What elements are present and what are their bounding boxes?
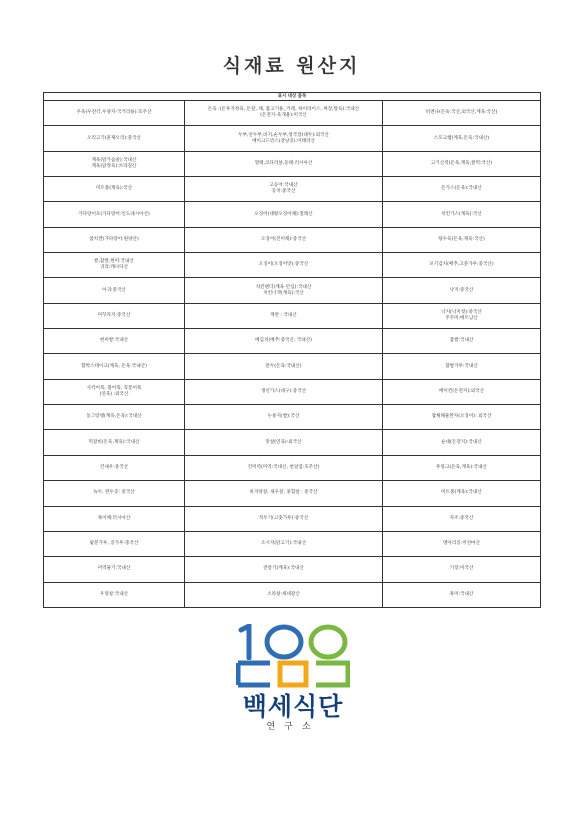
cell-line: 흑미:국내산 [449,591,474,597]
table-cell [185,329,383,354]
table-cell [185,531,383,556]
table-row [44,557,541,582]
cell-line: 베이컨(돈전지):외국산 [438,388,485,394]
table-cell [383,379,541,404]
table-cell [185,151,383,176]
cell-line: 찹쌀:국내산 [449,338,474,344]
table-row [44,582,541,607]
cell-line: 오징어(대왕오징어채):칠레산 [254,211,313,217]
table-cell [44,202,185,227]
table-cell [383,151,541,176]
table-cell [383,455,541,480]
cell-line: 병아리콩:미얀마산 [442,541,481,547]
cell-line: 잡채해물완자(오징어): 외국산 [431,414,492,420]
logo-number-mark [236,624,350,660]
cell-line: 떡갈비(돈육,계육):국내산 [88,439,140,445]
table-cell [44,227,185,252]
cell-line: 찹쌀가루:국내산 [445,363,478,369]
table-row [44,202,541,227]
cell-line: 낙지(낙지젓):중국산 [441,309,482,315]
cell-line: 계란 : 국내산 [270,312,297,318]
cell-line: 오징어(진미채):중국산 [260,236,307,242]
table-header: 표시 대상 품목 [44,93,541,101]
table-cell [383,253,541,278]
cell-line: 비엔나(돈육:국산,외국산,계육:국산) [425,110,498,116]
cell-line: 녹두, 완두콩: 중국산 [93,490,135,496]
table-cell [383,582,541,607]
table-row [44,177,541,202]
cell-line: 동그랑땡(계육,돈육):국내산 [86,414,142,420]
cell-line: 계육(닭가슴살):국내산 [91,157,137,163]
table-cell [383,481,541,506]
table-row [44,227,541,252]
table-row [44,430,541,455]
cell-line: 건새우:중국산 [99,464,129,470]
table-cell [44,177,185,202]
cell-line: 맛살(연육):외국산 [265,439,302,445]
table-row [44,126,541,151]
cell-line: 아귀:중국산 [102,287,126,293]
table-cell [44,557,185,582]
cell-line: 가다랑어포(가다랑어:인도네시아산) [78,211,150,217]
cell-line: 우렁살:국내산 [99,591,129,597]
cell-line: 고등어:국내산 [269,183,298,189]
cell-line: 포기김치(배추,고춧가루:중국산) [429,262,494,268]
cell-line: 바지락살, 새우살, 홍합살 : 중국산 [249,490,318,496]
table-cell [185,455,383,480]
logo [223,624,363,742]
table-cell [185,126,383,151]
table-row [44,329,541,354]
table-cell [383,126,541,151]
table-cell [185,582,383,607]
cell-line: 낙지:중국산 [449,287,474,293]
table-row [44,278,541,303]
table-cell [383,506,541,531]
cell-line: 탕수육(돈육,계육:국산) [438,236,485,242]
cell-line: 스모크햄(계육,돈육:국내산) [433,135,490,141]
table-cell [44,531,185,556]
cell-line: 주꾸미:베트남산 [445,315,478,321]
cell-line: 고기산적(돈육,계육,쌀떡:국산) [430,160,493,166]
cell-line: 치킨가스(계육):국산 [441,211,482,217]
table-cell [185,354,383,379]
cell-line: 후랑크(돈육,계육):국내산 [436,464,487,470]
cell-line: (돈전지-육개용):미국산 [260,113,307,119]
table-cell [44,303,185,328]
table-cell [185,278,383,303]
cell-line: 오징어(오징어맛):중국산 [258,262,309,268]
table-cell [383,278,541,303]
cell-line: 전통기(계육):국내산 [263,566,304,572]
table-header-row [44,93,541,101]
cell-line: 현미쌀:국내산 [99,338,129,344]
table-cell [185,177,383,202]
table-row [44,379,541,404]
cell-line: 두부,연두부,비지,순두부,청국장(대두):외국산 [238,132,329,138]
cell-line: 자조:중국산 [449,515,474,521]
cell-line: 귀리:캐나다산 [99,265,129,271]
table-cell [44,405,185,430]
table-cell [383,177,541,202]
table-cell [44,278,185,303]
cell-line: 팥분가루, 콩가루:중국산 [89,541,139,547]
cell-line: 적두기(고춧가루):중국산 [258,515,309,521]
table-row [44,101,541,126]
cell-line: 목이채:러시아산 [97,515,131,521]
origin-table [43,92,541,608]
cell-line: 쌀,찹쌀,현미:국내산 [94,259,134,265]
table-cell [383,531,541,556]
table-cell [185,557,383,582]
table-cell [185,405,383,430]
cell-line: 꽁치:중국산 [271,189,296,195]
table-cell [185,227,383,252]
table-cell [383,329,541,354]
cell-line: 기장:미국산 [449,566,474,572]
table-row [44,253,541,278]
table-cell [383,303,541,328]
table-row [44,151,541,176]
table-cell [44,329,185,354]
cell-line: 오리고기(훈제오리):중국산 [87,135,141,141]
table-row [44,481,541,506]
table-cell [44,582,185,607]
table-cell [383,101,541,126]
cell-line: 배김치(배추:중국산, 국내산) [255,338,312,344]
table-row [44,405,541,430]
cell-line: 치킨너겟(계육):국산 [263,290,304,296]
table-cell [44,126,185,151]
table-row [44,506,541,531]
logo-subtitle: 연구소 [266,722,320,732]
table-row [44,354,541,379]
table-cell [44,253,185,278]
table-cell [44,455,185,480]
cell-line: 베이크드빈스(강낭콩):이태리산 [252,138,315,144]
cell-line: 치킨텐더(계육-안심):국내산 [255,284,312,290]
table-cell [383,557,541,582]
logo-name: 백세식단 [242,692,344,721]
table-cell [185,506,383,531]
cell-line: 돈가스(돈육):국내산 [441,186,482,192]
cell-line: 우육(우전각,우양지-국거리용):호주산 [76,110,152,116]
table-cell [44,379,185,404]
table-cell [185,202,383,227]
table-cell [44,481,185,506]
table-cell [185,303,383,328]
logo-shapes [236,660,350,688]
cell-line: 순대(돈장지):국내산 [441,439,482,445]
table-cell [383,405,541,430]
cell-line: 생선가스(대구):중국산 [260,388,307,394]
table-cell [44,506,185,531]
table-cell [185,481,383,506]
cell-line: 만두(돈육:국내산) [265,363,302,369]
cell-line: 명태,코다리살,동태:러시아산 [254,160,313,166]
cell-line: (연육) :외국산 [99,391,129,397]
cell-line: 건미역(미역:국내산, 천일염:호주산) [247,464,320,470]
table-row [44,455,541,480]
cell-line: 사각어묵, 볼어묵, 꼭봉어묵 [86,385,142,391]
table-cell [185,253,383,278]
cell-line: 누룽지(쌀):국산 [267,414,300,420]
cell-line: 참치캔(가다랑어:원양산) [89,236,139,242]
table-cell [383,227,541,252]
table-cell [44,354,185,379]
table-row [44,531,541,556]
table-cell [185,101,383,126]
cell-line: 계육(닭정육):브라질산 [91,163,137,169]
table-body [44,101,541,608]
cell-line: 미꾸라지:중국산 [97,312,131,318]
page-title: 식재료 원산지 [222,55,361,77]
table-cell [185,379,383,404]
cell-line: 돈육 :(돈후지정육, 돈갈, 채, 불고기용, 카레, 하이라이스, 짜장,탕육):국내산 [207,107,360,113]
cell-line: 소라살:세네갈산 [267,591,300,597]
cell-line: 소시지(닭고기):국내산 [260,541,307,547]
table-row [44,303,541,328]
table-cell [383,354,541,379]
cell-line: 함박스테이크(계육, 돈육:국내산) [81,363,147,369]
table-cell [44,151,185,176]
table-cell [185,430,383,455]
table-cell [44,430,185,455]
table-cell [383,202,541,227]
cell-line: 미역줄기:국내산 [97,566,131,572]
table-cell [44,101,185,126]
cell-line: 미트볼(계육):국내산 [441,490,482,496]
cell-line: 미트볼(계육):국산 [95,186,133,192]
table-cell [383,430,541,455]
